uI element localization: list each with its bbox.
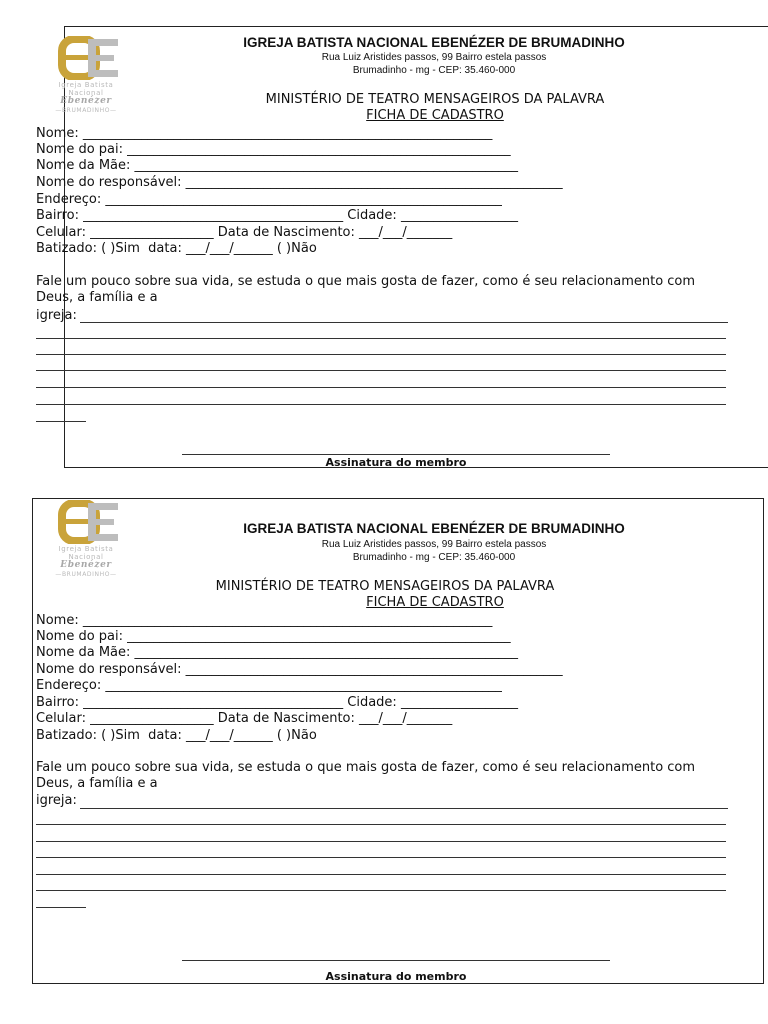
answer-line[interactable] <box>36 907 86 908</box>
address-line1: Rua Luiz Aristides passos, 99 Bairro estela passos <box>321 52 547 63</box>
answer-line[interactable] <box>36 824 726 825</box>
answer-line[interactable] <box>36 370 726 371</box>
answer-line[interactable] <box>36 841 726 842</box>
church-name: IGREJA BATISTA NACIONAL EBENÉZER DE BRUMADINHO <box>243 521 625 536</box>
logo-text-line1: Igreja Batista <box>58 81 114 89</box>
answer-line[interactable] <box>36 338 726 339</box>
field-nome-mae[interactable]: Nome da Mãe: ___________________________________________________________ <box>36 645 519 660</box>
signature-label: Assinatura do membro <box>325 970 467 983</box>
field-nome-mae[interactable]: Nome da Mãe: ___________________________________________________________ <box>36 158 519 173</box>
field-nome[interactable]: Nome: _______________________________________________________________ <box>36 613 493 628</box>
address-line2: Brumadinho - mg - CEP: 35.460-000 <box>352 65 516 76</box>
logo-text-line4: —BRUMADINHO— <box>55 107 117 114</box>
signature-label: Assinatura do membro <box>325 456 467 469</box>
address-line2: Brumadinho - mg - CEP: 35.460-000 <box>352 552 516 563</box>
field-responsavel[interactable]: Nome do responsável: __________________________________________________________ <box>36 175 563 190</box>
field-endereco[interactable]: Endereço: _____________________________________________________________ <box>36 192 502 207</box>
answer-line[interactable] <box>36 354 726 355</box>
ministry-title: MINISTÉRIO DE TEATRO MENSAGEIROS DA PALAVRA <box>215 579 555 594</box>
logo-text-line4: —BRUMADINHO— <box>55 571 117 578</box>
registration-form-1 <box>0 0 768 470</box>
answer-line[interactable] <box>36 404 726 405</box>
logo-text-line3: Ebenézer <box>60 560 112 570</box>
logo-text-line2: Nacional <box>68 553 104 561</box>
igreja-label: igreja: <box>36 793 77 808</box>
question-text: Fale um pouco sobre sua vida, se estuda o que mais gosta de fazer, como é seu relacionamento com Deus, a família e a <box>36 760 696 791</box>
field-bairro-cidade[interactable]: Bairro: ________________________________________ Cidade: __________________ <box>36 695 518 710</box>
form-title: FICHA DE CADASTRO <box>366 595 504 610</box>
answer-line[interactable] <box>80 322 728 323</box>
ministry-title: MINISTÉRIO DE TEATRO MENSAGEIROS DA PALAVRA <box>265 92 605 107</box>
answer-line[interactable] <box>36 387 726 388</box>
logo-text-line1: Igreja Batista <box>58 545 114 553</box>
answer-line[interactable] <box>36 857 726 858</box>
igreja-label: igreja: <box>36 308 77 323</box>
church-name: IGREJA BATISTA NACIONAL EBENÉZER DE BRUMADINHO <box>243 35 625 50</box>
signature-line[interactable] <box>182 960 610 961</box>
signature-line[interactable] <box>182 454 610 455</box>
field-responsavel[interactable]: Nome do responsável: __________________________________________________________ <box>36 662 563 677</box>
field-nome-pai[interactable]: Nome do pai: ___________________________________________________________ <box>36 142 511 157</box>
field-celular-nascimento[interactable]: Celular: ___________________ Data de Nascimento: ___/___/_______ <box>36 711 453 726</box>
field-celular-nascimento[interactable]: Celular: ___________________ Data de Nascimento: ___/___/_______ <box>36 225 453 240</box>
form-title: FICHA DE CADASTRO <box>366 108 504 123</box>
registration-form-2 <box>0 490 768 990</box>
question-text: Fale um pouco sobre sua vida, se estuda o que mais gosta de fazer, como é seu relacionamento com Deus, a família e a <box>36 274 696 305</box>
logo-text-line2: Nacional <box>68 89 104 97</box>
answer-line[interactable] <box>36 890 726 891</box>
answer-line[interactable] <box>80 808 728 809</box>
field-nome[interactable]: Nome: _______________________________________________________________ <box>36 126 493 141</box>
logo-text-line3: Ebenézer <box>60 96 112 106</box>
field-nome-pai[interactable]: Nome do pai: ___________________________________________________________ <box>36 629 511 644</box>
field-bairro-cidade[interactable]: Bairro: ________________________________________ Cidade: __________________ <box>36 208 518 223</box>
field-batizado[interactable]: Batizado: ( )Sim data: ___/___/______ ( )Não <box>36 728 317 743</box>
field-batizado[interactable]: Batizado: ( )Sim data: ___/___/______ ( )Não <box>36 241 317 256</box>
field-endereco[interactable]: Endereço: _____________________________________________________________ <box>36 678 502 693</box>
address-line1: Rua Luiz Aristides passos, 99 Bairro estela passos <box>321 539 547 550</box>
answer-line[interactable] <box>36 421 86 422</box>
answer-line[interactable] <box>36 874 726 875</box>
